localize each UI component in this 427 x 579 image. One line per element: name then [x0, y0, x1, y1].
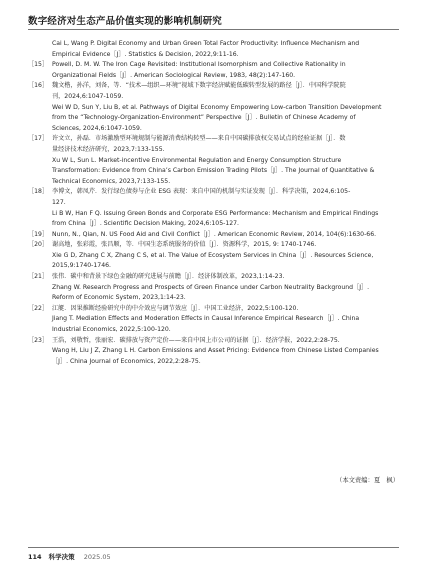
reference-item — [28, 60, 400, 81]
reference-text-line: 谢高地，张彩霞，张昌顺，等．中国生态系统服务的价值［J］．资源科学，2015, 9: 1740-1746. — [52, 241, 317, 249]
footer-divider — [28, 547, 399, 548]
reference-text-line: 127. — [52, 198, 66, 206]
reference-text-line: Wei W D, Sun Y, Liu B, et al. Pathways of Digital Economy Empowering Low-carbon Transition Development — [52, 103, 382, 111]
reference-text-line: 张伟．碳中和背景下绿色金融的研究进展与前瞻［J］．经济体制改革，2023,1:14-23. — [52, 273, 285, 281]
running-header — [28, 13, 399, 27]
reference-text-line: Transformation: Evidence from China’s Carbon Emission Trading Pilots［J］. The Journal of Quantitative & — [52, 167, 375, 175]
page-number: 114 — [28, 553, 42, 561]
reference-number: ［17］ — [28, 135, 49, 143]
reference-text-line: 李博文，韩凤芹．发行绿色债券与企业 ESG 表现：来自中国的机制与实证发现［J］．科学决策，2024,6:105- — [52, 188, 351, 196]
reference-item — [28, 304, 400, 336]
journal-name: 科学决策 — [48, 553, 75, 561]
reference-text-line: Xu W L, Sun L. Market-incentive Environmental Regulation and Energy Consumption Structure — [52, 156, 342, 164]
reference-number: ［15］ — [28, 61, 49, 69]
reference-number: ［23］ — [28, 336, 49, 344]
reference-text-line: 魏文楷，孙洋，刘备，等．“技术—组织—环境”视域下数字经济赋能低碳转型发展的路径［J］．中国科学院院 — [52, 82, 346, 90]
reference-item — [28, 187, 400, 229]
reference-text-line: Technical Economics, 2023,7:133-155. — [52, 177, 171, 185]
reference-number: ［19］ — [28, 230, 49, 238]
reference-text-line: 江艇．因果推断经验研究中的中介效应与调节效应［J］．中国工业经济，2022,5:100-120. — [52, 304, 299, 312]
reference-item — [28, 272, 400, 304]
reference-list — [28, 39, 400, 367]
reference-text-line: Empirical Evidence［J］. Statistics & Decision, 2022,9:11-16. — [52, 50, 239, 58]
reference-text-line: from the “Technology-Organization-Environment” Perspective［J］. Bulletin of Chinese Academy of — [52, 114, 356, 122]
reference-text-line: from China［J］. Scientific Decision Making, 2024,6:105-127. — [52, 220, 240, 228]
reference-text-line: 量经济技术经济研究，2023,7:133-155. — [52, 145, 165, 153]
reference-number: ［16］ — [28, 82, 49, 90]
issue-number: 2025.05 — [83, 553, 111, 561]
reference-number: ［22］ — [28, 304, 49, 312]
page-footer — [28, 552, 111, 561]
reference-text-line: Jiang T. Mediation Effects and Moderation Effects in Causal Inference Empirical Research［J］. China — [52, 315, 360, 323]
reference-text-line: Zhang W. Research Progress and Prospects of Green Finance under Carbon Neutrality Background［J］. — [52, 283, 370, 291]
reference-text-line: Nunn, N., Qian, N. US Food Aid and Civil Conflict［J］. American Economic Review, 2014, 104(6):1630-66. — [52, 230, 377, 238]
reference-item — [28, 81, 400, 134]
reference-item — [28, 134, 400, 187]
reference-item — [28, 240, 400, 272]
reference-text-line: 王浩，刘敬哲，张丽宏．碳排放与资产定价——来自中国上市公司的证据［J］．经济学报，2022,2:28-75. — [52, 336, 340, 344]
reference-item — [28, 39, 400, 60]
reference-item — [28, 230, 400, 241]
reference-text-line: ［J］. China Journal of Economics, 2022,2:28-75. — [52, 357, 201, 365]
reference-text-line: Organizational Fields［J］. American Sociological Review, 1983, 48(2):147-160. — [52, 71, 296, 79]
reference-text-line: 许文立，孙磊．市场激励型环境规制与能源消费结构转型——来自中国碳排放权交易试点的经验证据［J］．数 — [52, 135, 346, 143]
reference-number: ［18］ — [28, 188, 49, 196]
header-divider — [28, 29, 399, 30]
reference-text-line: Wang H, Liu J Z, Zhang L H. Carbon Emissions and Asset Pricing: Evidence from Chinese Listed Companies — [52, 347, 379, 355]
reference-text-line: Reform of Economic System, 2023,1:14-23. — [52, 294, 186, 302]
reference-text-line: 2015,9:1740-1746. — [52, 262, 111, 270]
reference-text-line: Industrial Economics, 2022,5:100-120. — [52, 326, 171, 334]
reference-number: ［21］ — [28, 273, 49, 281]
reference-text-line: Xie G D, Zhang C X, Zhang C S, et al. The Value of Ecosystem Services in China［J］. Resources Science, — [52, 251, 374, 259]
reference-text-line: Powell, D. M. W. The Iron Cage Revisited: Institutional Isomorphism and Collective Rationality in — [52, 61, 346, 69]
editor-note: （本文责编：夏 枫） — [336, 477, 399, 484]
reference-text-line: Sciences, 2024,6:1047-1059. — [52, 124, 142, 132]
reference-item — [28, 336, 400, 368]
reference-text-line: 刊，2024,6:1047-1059. — [52, 92, 124, 100]
reference-text-line: Li B W, Han F Q. Issuing Green Bonds and Corporate ESG Performance: Mechanism and Empirical Findings — [52, 209, 379, 217]
reference-number: ［20］ — [28, 241, 49, 249]
reference-text-line: Cai L, Wang P. Digital Economy and Urban Green Total Factor Productivity: Influence Mechanism and — [52, 40, 360, 47]
running-header-title: 数字经济对生态产品价值实现的影响机制研究 — [28, 16, 223, 27]
